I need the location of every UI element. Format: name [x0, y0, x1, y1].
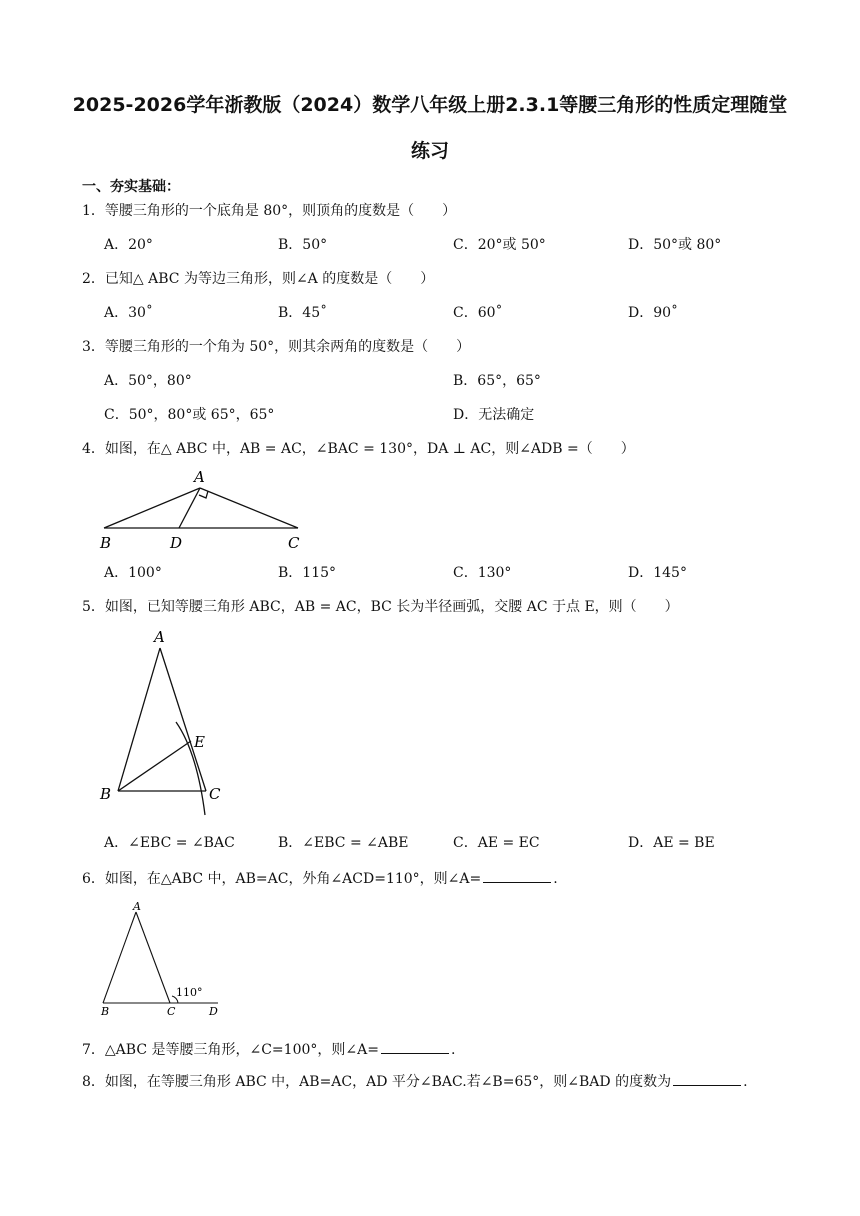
answer-blank	[483, 868, 551, 883]
question-5-option-a: A．∠EBC = ∠BAC	[104, 835, 235, 851]
q4-label-a: A	[194, 468, 205, 486]
answer-blank	[673, 1071, 741, 1086]
question-3-option-d: D．无法确定	[453, 407, 535, 423]
question-8-text: 8．如图，在等腰三角形 ABC 中，AB=AC，AD 平分∠BAC.若∠B=65°，则∠BAD 的度数为	[82, 1074, 672, 1090]
q4-label-d: D	[170, 534, 183, 552]
question-4-option-c: C．130°	[453, 565, 512, 581]
question-5-stem: 5．如图，已知等腰三角形 ABC，AB = AC，BC 长为半径画弧，交腰 AC 于点 E，则（ ）	[82, 599, 679, 615]
answer-blank	[381, 1039, 449, 1054]
question-4-stem: 4．如图，在△ ABC 中，AB = AC，∠BAC = 130°，DA ⊥ AC，则∠ADB =（ ）	[82, 441, 635, 457]
question-1-option-d: D．50°或 80°	[628, 237, 722, 253]
question-6-figure	[96, 896, 226, 1020]
q6-label-b: B	[101, 1005, 110, 1018]
question-3-option-c: C．50°，80°或 65°，65°	[104, 407, 275, 423]
question-6-stem	[82, 868, 558, 889]
q4-label-c: C	[288, 534, 300, 552]
question-4-figure	[96, 466, 316, 556]
q6-angle-label: 110°	[176, 986, 203, 999]
question-1-option-a: A．20°	[104, 237, 153, 253]
question-1-stem: 1．等腰三角形的一个底角是 80°，则顶角的度数是（ ）	[82, 203, 457, 219]
section-heading: 一、夯实基础：	[82, 179, 180, 195]
question-8-period: .	[743, 1074, 748, 1090]
question-5-option-b: B．∠EBC = ∠ABE	[278, 835, 409, 851]
question-2-option-a: A．30˚	[104, 305, 153, 321]
question-3-option-a: A．50°，80°	[104, 373, 192, 389]
worksheet-title: 2025-2026学年浙教版（2024）数学八年级上册2.3.1等腰三角形的性质定理随堂	[72, 94, 788, 116]
question-2-option-d: D．90˚	[628, 305, 679, 321]
question-5-figure	[96, 624, 236, 824]
q5-label-a: A	[154, 628, 165, 646]
question-4-option-a: A．100°	[104, 565, 162, 581]
q6-label-a: A	[133, 900, 141, 913]
question-3-option-b: B．65°，65°	[453, 373, 541, 389]
question-4-option-d: D．145°	[628, 565, 687, 581]
q6-label-c: C	[167, 1005, 176, 1018]
question-8-stem	[82, 1071, 748, 1092]
question-2-stem: 2．已知△ ABC 为等边三角形，则∠A 的度数是（ ）	[82, 271, 435, 287]
question-6-text: 6．如图，在△ABC 中，AB=AC，外角∠ACD=110°，则∠A=	[82, 871, 482, 887]
question-3-stem: 3．等腰三角形的一个角为 50°，则其余两角的度数是（ ）	[82, 339, 471, 355]
q6-label-d: D	[209, 1005, 218, 1018]
question-4-option-b: B．115°	[278, 565, 337, 581]
q4-label-b: B	[100, 534, 112, 552]
question-5-option-d: D．AE = BE	[628, 835, 715, 851]
question-7-period: .	[450, 1042, 456, 1058]
question-1-option-b: B．50°	[278, 237, 328, 253]
q5-label-c: C	[209, 785, 221, 803]
worksheet-title-line2: 练习	[410, 140, 449, 162]
question-7-text: 7．△ABC 是等腰三角形，∠C=100°，则∠A=	[82, 1042, 379, 1058]
q5-label-b: B	[100, 785, 112, 803]
question-7-stem	[82, 1039, 455, 1060]
question-2-option-b: B．45˚	[278, 305, 328, 321]
question-5-option-c: C．AE = EC	[453, 835, 540, 851]
q5-label-e: E	[194, 733, 205, 751]
question-1-option-c: C．20°或 50°	[453, 237, 546, 253]
question-6-period: .	[553, 871, 558, 887]
question-2-option-c: C．60˚	[453, 305, 503, 321]
